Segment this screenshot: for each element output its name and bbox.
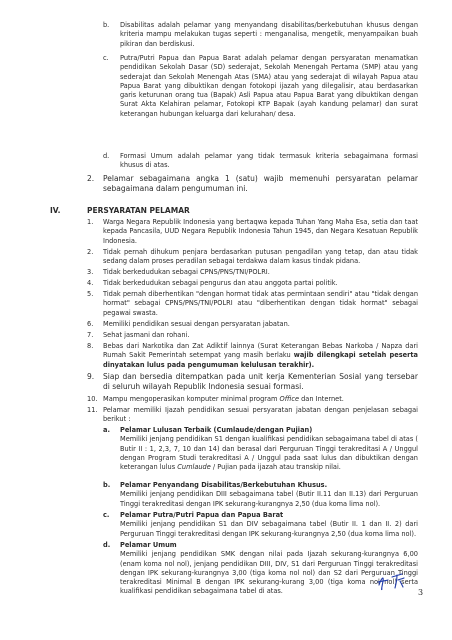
list-marker: c. <box>103 511 110 519</box>
list-marker: 5. <box>87 290 94 298</box>
list-marker: 1. <box>87 218 94 226</box>
list-marker: 9. <box>87 372 95 381</box>
paragraph-papua: Putra/Putri Papua dan Papua Barat adalah pelamar dengan persyaratan menamatkan pendidikan Sekolah Dasar (SD) sederajat, Sekolah Menengah Pertama (SMP) atau yang sederajat dan Sekolah Menengah Atas (SMA) atau yang sederajat di wilayah Papua atau Papua Barat yang dibuktikan dengan fotokopi ijazah yang dilegalisir, atau berdasarkan garis keturunan orang tua (Bapak) Asli Papua atau Papua Barat yang dibuktikan dengan Surat Akta Kelahiran pelamar, Fotokopi KTP Bapak (ayah kandung pelamar) dan surat keterangan hubungan keluarga dari kelurahan/ desa. <box>120 54 418 118</box>
education-criterion <box>120 481 418 509</box>
criterion-title: Pelamar Lulusan Terbaik (Cumlaude/dengan Pujian) <box>120 426 313 434</box>
list-marker: 4. <box>87 279 94 287</box>
requirement-item: Memiliki pendidikan sesuai dengan persyaratan jabatan. <box>103 320 290 328</box>
page-number: 3 <box>418 588 424 597</box>
list-marker: c. <box>103 54 109 62</box>
requirement-item: Tidak pernah dihukum penjara berdasarkan putusan pengadilan yang tetap, dan atau tidak sedang dalam proses peradilan sebagai terdakwa dalam kasus tindak pidana. <box>103 248 418 266</box>
requirement-item: Pelamar memiliki Ijazah pendidikan sesuai persyaratan jabatan dengan penjelasan sebagai berikut : <box>103 406 418 424</box>
list-marker: b. <box>103 21 110 29</box>
criterion-text: Memiliki jenjang pendidikan S1 dan DIV sebagaimana tabel (Butir II. 1 dan II. 2) dari Perguruan Tinggi terakreditasi dengan IPK sekurang-kurangnya 2,50 (dua koma lima nol). <box>120 520 418 538</box>
requirement-item: Warga Negara Republik Indonesia yang bertaqwa kepada Tuhan Yang Maha Esa, setia dan taat kepada Pancasila, UUD Negara Republik Indonesia Tahun 1945, dan Negara Kesatuan Republik Indonesia. <box>103 218 418 245</box>
requirement-item <box>103 395 418 404</box>
education-criterion <box>120 511 418 539</box>
section-numeral: IV. <box>50 206 61 215</box>
requirement-item: Tidak berkedudukan sebagai CPNS/PNS/TNI/POLRI. <box>103 268 270 276</box>
criterion-title: Pelamar Putra/Putri Papua dan Papua Barat <box>120 511 284 519</box>
initials-signature <box>375 569 409 593</box>
criterion-text: Memiliki jenjang pendidikan SMK dengan nilai pada Ijazah sekurang-kurangnya 6,00 (enam koma nol nol), jenjang pendidikan DIII, DIV, S1 dari Perguruan Tinggi terakreditasi dengan IPK sekurang-kurangnya 3,00 (tiga koma nol nol) dan S2 dari Perguruan Tinggi terakreditasi Minimal B dengan IPK sekurang-kurang 3,00 (tiga koma nol nol) serta kualifikasi pendidikan sebagaimana tabel di atas. <box>120 550 418 596</box>
requirement-item: Siap dan bersedia ditempatkan pada unit kerja Kementerian Sosial yang tersebar di seluruh wilayah Republik Indonesia sesuai formasi. <box>103 372 418 392</box>
list-marker: 10. <box>87 395 98 403</box>
paragraph-disabilitas: Disabilitas adalah pelamar yang menyandang disabilitas/berkebutuhan khusus dengan kriteria mampu melakukan tugas seperti : menganalisa, mengetik, menyampaikan buah pikiran dan berdiskusi. <box>120 21 418 48</box>
list-marker: 8. <box>87 342 94 350</box>
list-marker: b. <box>103 481 111 489</box>
list-marker: 7. <box>87 331 94 339</box>
list-marker: 11. <box>87 406 98 414</box>
education-criterion <box>120 541 418 597</box>
requirement-text: Mampu mengoperasikan komputer minimal program <box>103 395 278 403</box>
criterion-title: Pelamar Umum <box>120 541 177 549</box>
requirement-item: Tidak berkedudukan sebagai pengurus dan atau anggota partai politik. <box>103 279 338 287</box>
requirement-text: dan Internet. <box>301 395 344 403</box>
criterion-text: Memiliki jenjang pendidikan S1 dengan kualifikasi pendidikan sebagaimana tabel di atas ( Butir II : 1, 2,3, 7, 10 dan 14) dan berasal dari Perguruan Tinggi terakreditasi A / Unggul dengan Program Studi terakreditasi A / Unggul pada saat lulus dan dibuktikan dengan keterangan lulus Cumlaude / Pujian pada ijazah atau transkip nilai. <box>120 435 418 472</box>
section-title: PERSYARATAN PELAMAR <box>87 206 190 215</box>
requirement-item: Tidak pernah diberhentikan "dengan hormat tidak atas permintaan sendiri" atau "tidak dengan hormat" sebagai CPNS/PNS/TNI/POLRI atau "diberhentikan dengan tidak hormat" sebagai pegawai swasta. <box>103 290 418 317</box>
list-marker: 6. <box>87 320 94 328</box>
requirement-item: Sehat jasmani dan rohani. <box>103 331 190 339</box>
requirement-text: Bebas dari Narkotika dan Zat Adiktif lainnya (Surat Keterangan Bebas Narkoba / Napza dari Rumah Sakit Pemerintah setempat yang masih berlaku <box>103 342 418 360</box>
education-criterion <box>120 426 418 472</box>
paragraph-pelamar-wajib: Pelamar sebagaimana angka 1 (satu) wajib memenuhi persyaratan pelamar sebagaimana dalam pengumuman ini. <box>103 174 418 194</box>
requirement-emphasis: wajib dilengkapi setelah peserta dinyatakan lulus pada pengumuman kelulusan terakhir). <box>103 351 419 369</box>
requirement-item <box>103 342 418 370</box>
criterion-italic: Cumlaude <box>177 463 211 472</box>
list-marker: d. <box>103 152 110 160</box>
list-marker: d. <box>103 541 111 549</box>
criterion-text: Memiliki jenjang pendidikan DIII sebagaimana tabel (Butir II.11 dan II.13) dari Perguruan Tinggi terakreditasi dengan IPK sekurang-kurangnya 2,50 (dua koma lima nol). <box>120 490 418 508</box>
paragraph-formasi-umum: Formasi Umum adalah pelamar yang tidak termasuk kriteria sebagaimana formasi khusus di atas. <box>120 152 418 170</box>
criterion-title: Pelamar Penyandang Disabilitas/Berkebutuhan Khusus. <box>120 481 328 489</box>
list-marker: a. <box>103 426 110 434</box>
list-marker: 3. <box>87 268 94 276</box>
list-marker: 2. <box>87 248 94 256</box>
list-marker: 2. <box>87 174 95 183</box>
requirement-italic: Office <box>279 395 300 403</box>
